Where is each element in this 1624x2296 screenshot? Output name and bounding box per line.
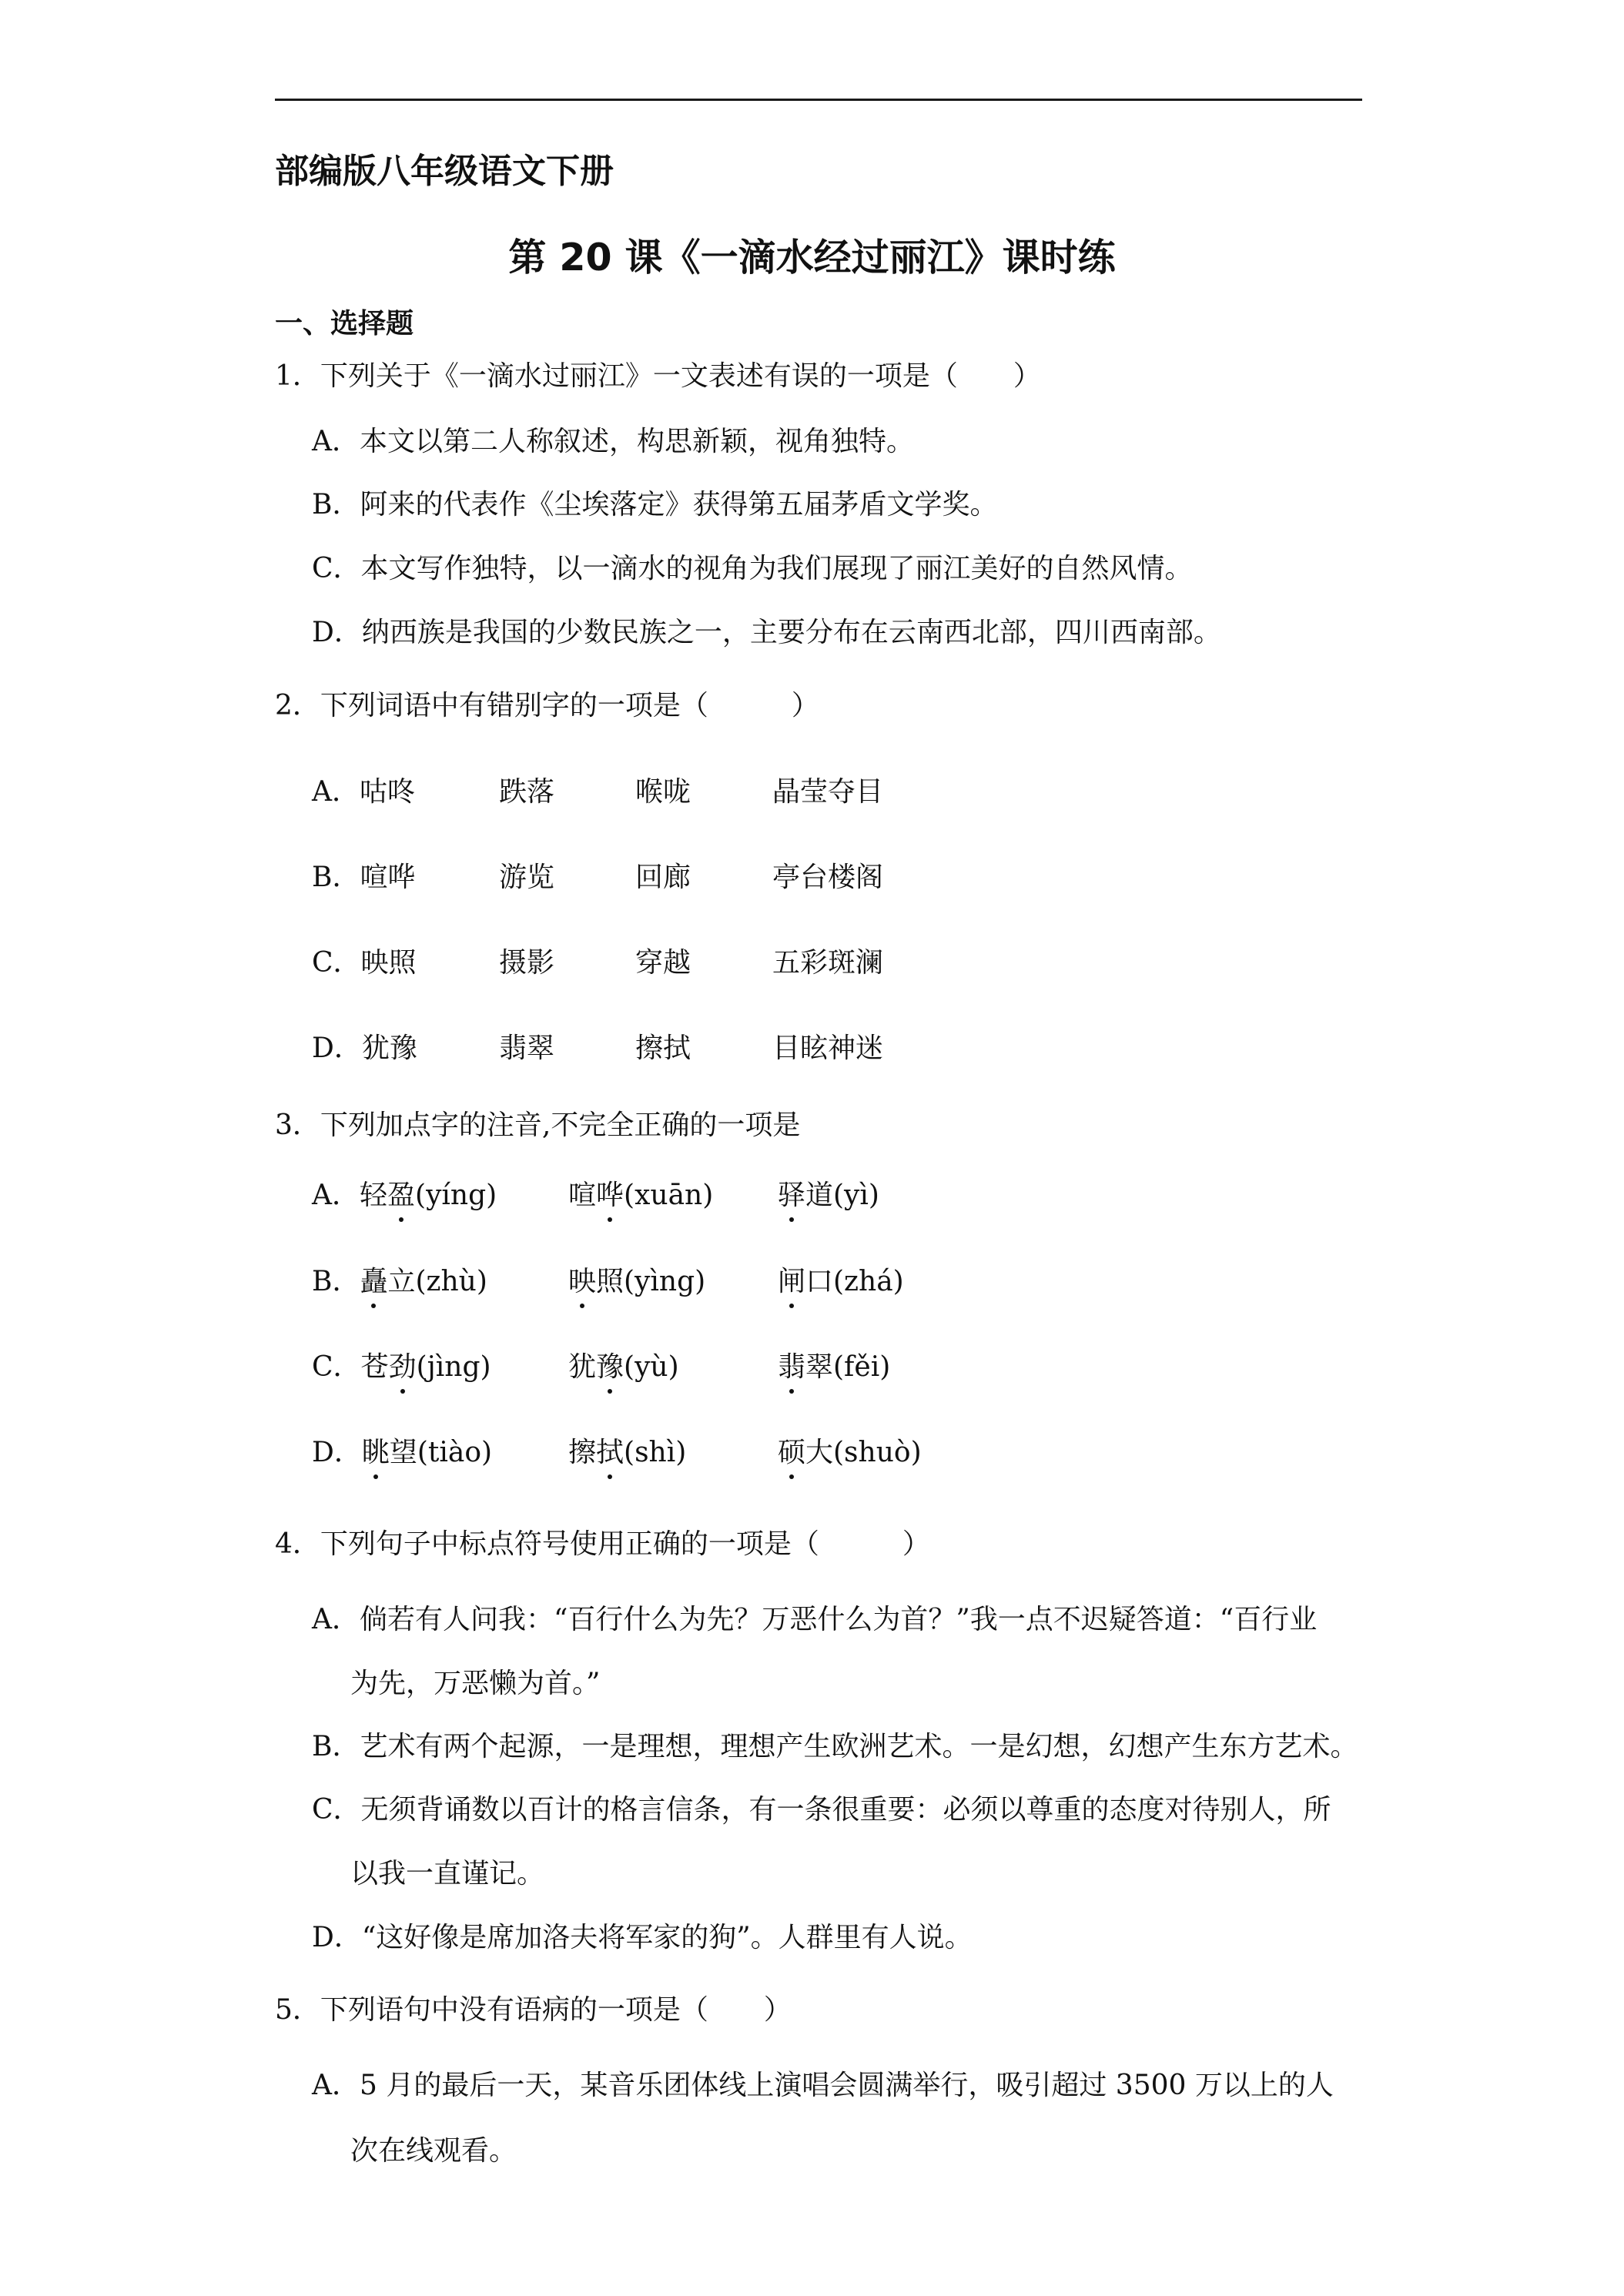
- question-3-item: [568, 1173, 713, 1213]
- question-2-word: 游览: [499, 862, 555, 893]
- question-2-stem: 2．下列词语中有错别字的一项是（ ）: [275, 690, 819, 721]
- question-4-option-d: D．“这好像是席加洛夫将军家的狗”。人群里有人说。: [312, 1922, 973, 1953]
- question-3-text: 翠(fěi): [805, 1351, 891, 1383]
- top-rule: [275, 99, 1362, 101]
- question-1-option-b: B．阿来的代表作《尘埃落定》获得第五届茅盾文学奖。: [312, 489, 998, 520]
- emphasis-dot-char: 豫: [596, 1345, 624, 1384]
- question-2-word: 摄影: [499, 947, 555, 979]
- question-3-stem: 3．下列加点字的注音,不完全正确的一项是: [275, 1110, 801, 1141]
- question-3-item: [568, 1345, 679, 1384]
- section-heading: 一、选择题: [275, 308, 414, 340]
- question-3-text: 望(tiào): [389, 1437, 493, 1468]
- question-3-item: [778, 1173, 879, 1213]
- question-1-option-a: A．本文以第二人称叙述，构思新颖，视角独特。: [312, 426, 914, 457]
- question-3-text: C．: [312, 1351, 361, 1383]
- emphasis-dot-char: 映: [568, 1260, 596, 1299]
- question-2-word: C．映照: [312, 947, 417, 979]
- question-2-word: 喉咙: [635, 776, 691, 808]
- question-4-option-a-line1: A．倘若有人问我：“百行什么为先？万恶什么为首？”我一点不迟疑答道：“百行业: [312, 1604, 1318, 1635]
- question-4-stem: 4．下列句子中标点符号使用正确的一项是（ ）: [275, 1528, 930, 1560]
- question-2-word: 穿越: [635, 947, 691, 979]
- question-3-text: A．: [312, 1180, 360, 1211]
- question-3-text: 擦: [568, 1437, 597, 1468]
- question-2-word: 五彩斑澜: [772, 947, 884, 979]
- question-4-option-c-line2: 以我一直谨记。: [350, 1858, 545, 1889]
- question-3-item: [312, 1345, 491, 1384]
- question-2-word: A．咕咚: [312, 776, 415, 808]
- question-2-word: 回廊: [635, 862, 691, 893]
- question-1-stem: 1．下列关于《一滴水过丽江》一文表述有误的一项是（ ）: [275, 360, 1041, 392]
- question-5-stem: 5．下列语句中没有语病的一项是（ ）: [275, 1994, 792, 2026]
- question-3-text: 轻: [360, 1180, 388, 1211]
- question-3-item: [568, 1431, 686, 1470]
- question-2-word: 目眩神迷: [772, 1033, 884, 1064]
- question-3-text: 犹: [568, 1351, 597, 1383]
- question-3-text: 大(shuò): [805, 1437, 922, 1468]
- question-3-text: 口(zhá): [805, 1266, 904, 1297]
- question-2-word: B．喧哗: [312, 862, 416, 893]
- emphasis-dot-char: 眺: [362, 1431, 390, 1470]
- question-2-word: 擦拭: [635, 1033, 691, 1064]
- question-4-option-c-line1: C．无须背诵数以百计的格言信条，有一条很重要：必须以尊重的态度对待别人，所: [312, 1794, 1331, 1826]
- question-3-text: D．: [312, 1437, 362, 1468]
- question-3-text: 立(zhù): [387, 1266, 487, 1297]
- question-2-word: D．犹豫: [312, 1033, 417, 1064]
- question-3-text: 道(yì): [805, 1180, 879, 1211]
- question-3-text: (yù): [624, 1351, 679, 1383]
- emphasis-dot-char: 矗: [360, 1260, 387, 1299]
- question-5-option-a-line1: A．5 月的最后一天，某音乐团体线上演唱会圆满举行，吸引超过 3500 万以上的人: [312, 2070, 1334, 2101]
- emphasis-dot-char: 翡: [778, 1345, 805, 1384]
- question-2-word: 翡翠: [499, 1033, 555, 1064]
- question-4-option-b: B．艺术有两个起源，一是理想，理想产生欧洲艺术。一是幻想，幻想产生东方艺术。: [312, 1731, 1358, 1762]
- emphasis-dot-char: 哗: [596, 1173, 624, 1213]
- question-3-text: 苍: [360, 1351, 389, 1383]
- question-3-item: [312, 1173, 497, 1213]
- question-4-option-a-line2: 为先，万恶懒为首。”: [350, 1668, 601, 1699]
- page-title: 第 20 课《一滴水经过丽江》课时练: [508, 236, 1116, 279]
- question-3-item: [778, 1431, 922, 1470]
- question-3-text: (jìng): [416, 1351, 491, 1383]
- emphasis-dot-char: 驿: [778, 1173, 805, 1213]
- question-3-text: 喧: [568, 1180, 597, 1211]
- series-header: 部编版八年级语文下册: [275, 152, 614, 191]
- question-2-word: 晶莹夺目: [772, 776, 884, 808]
- question-5-option-a-line2: 次在线观看。: [350, 2135, 517, 2167]
- question-1-option-c: C．本文写作独特，以一滴水的视角为我们展现了丽江美好的自然风情。: [312, 553, 1193, 584]
- question-3-text: 照(yìng): [596, 1266, 706, 1297]
- emphasis-dot-char: 劲: [389, 1345, 417, 1384]
- question-3-text: (yíng): [415, 1180, 497, 1211]
- question-1-option-d: D．纳西族是我国的少数民族之一，主要分布在云南西北部，四川西南部。: [312, 617, 1221, 648]
- question-3-text: (xuān): [624, 1180, 714, 1211]
- question-3-text: B．: [312, 1266, 360, 1297]
- question-3-text: (shì): [624, 1437, 687, 1468]
- question-3-item: [778, 1345, 890, 1384]
- question-3-item: [778, 1260, 904, 1299]
- question-3-item: [312, 1260, 487, 1299]
- question-3-item: [568, 1260, 705, 1299]
- emphasis-dot-char: 盈: [387, 1173, 415, 1213]
- question-2-word: 亭台楼阁: [772, 862, 884, 893]
- question-2-word: 跌落: [499, 776, 555, 808]
- emphasis-dot-char: 硕: [778, 1431, 805, 1470]
- emphasis-dot-char: 闸: [778, 1260, 805, 1299]
- emphasis-dot-char: 拭: [596, 1431, 624, 1470]
- question-3-item: [312, 1431, 492, 1470]
